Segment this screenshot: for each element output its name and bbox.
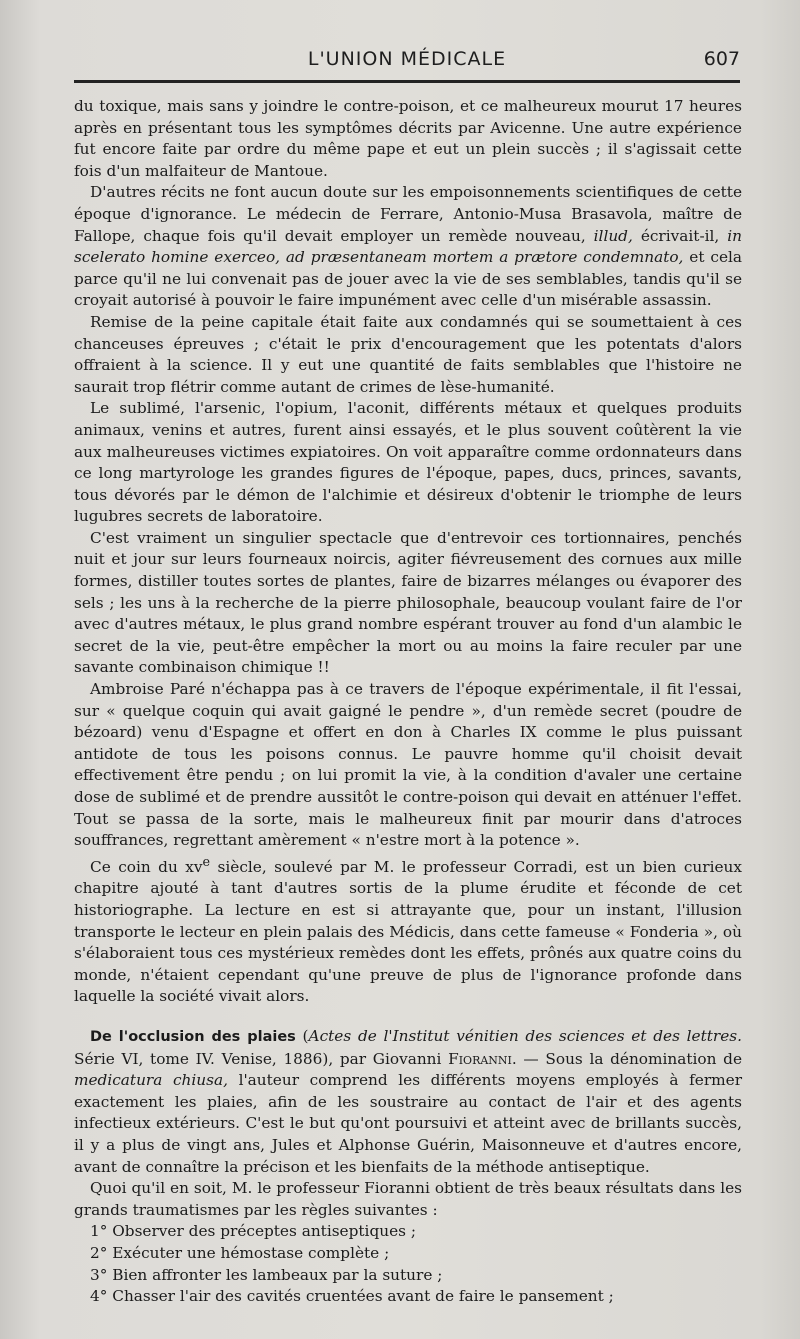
paragraph-2-text-b: écrivait-il, (632, 226, 728, 245)
page-body (74, 96, 742, 1308)
paragraph-2-text-a: D'autres récits ne font aucun doute sur les empoisonnements scientifiques de cette époque d'ignorance. Le médecin de Ferrare, Antonio-Musa Brasavola, maître de Fallope, chaque fois qu'il devait employer un remède nouveau, (74, 183, 742, 245)
page-number: 607 (703, 48, 740, 70)
paragraph-6: Ambroise Paré n'échappa pas à ce travers de l'époque expérimentale, il fit l'essai, sur « quelque coquin qui avait gaigné le pendre », d'un remède secret (poudre de bézoard) venu d'Espagne et offert en don à Charles IX comme le plus puissant antidote de tous les poisons connus. Le pauvre homme qu'il choisit devait effectivement être pendu ; on lui promit la vie, à la condition d'avaler une certaine dose de sublimé et de prendre aussitôt le contre-poison qui devait en atténuer l'effet. Tout se passa de la sorte, mais le malheureux finit par mourir dans d'atroces souffrances, regrettant amèrement « n'estre mort à la potence ». (74, 680, 742, 850)
review-title: De l'occlusion des plaies (90, 1029, 296, 1046)
rule-item-4: 4° Chasser l'air des cavités cruentées avant de faire le pansement ; (90, 1287, 614, 1306)
review-text-b: l'auteur comprend les différents moyens employés à fermer exactement les plaies, afin de les soustraire au contact de l'air et des agents infectieux extérieurs. C'est le but qu'ont poursuivi et atteint avec de brillants succès, il y a plus de vingt ans, Jules et Alphonse Guérin, Maisonneuve et d'autres encore, avant de connaître la précison et les bienfaits de la méthode antiseptique. (74, 1071, 743, 1176)
paragraph-3: Remise de la peine capitale était faite aux condamnés qui se soumettaient à ces chanceuses épreuves ; c'était le prix d'encouragement que les potentats d'alors offraient à la science. Il y eut une quantité de faits semblables que l'histoire ne saurait trop flétrir comme autant de crimes de lèse-humanité. (74, 312, 742, 396)
paragraph-7 (74, 852, 742, 1008)
paragraph-5: C'est vraiment un singulier spectacle que d'entrevoir ces tortionnaires, penchés nuit et jour sur leurs fourneaux noircis, agiter fiévreusement des cornues aux mille formes, distiller toutes sortes de plantes, faire de bizarres mélanges ou évaporer des sels ; les uns à la recherche de la pierre philosophale, beaucoup voulant faire de l'or avec d'autres métaux, le plus grand nombre espérant trouver au fond d'un alambic le secret de la vie, peut-être empêcher la mort ou au moins la faire reculer par une savante combinaison chimique !! (74, 528, 742, 677)
review-text-a: . — Sous la dénomination de (511, 1049, 742, 1068)
century-numeral: xv (185, 857, 203, 876)
header-rule (74, 80, 740, 83)
paragraph-2 (74, 182, 742, 312)
latin-quote-a: illud, (593, 226, 633, 245)
review-source-italic: Actes de l'Institut vénitien des sciences et des lettres. (308, 1027, 742, 1046)
paragraph-2-text-c: et cela parce qu'il ne lui convenait pas de jouer avec la vie de ses semblables, tandis qu'il se croyait autorisé à pouvoir le faire impunément avec celle d'un misérable assassin. (74, 248, 743, 310)
review-paragraph (74, 1026, 742, 1178)
review-author: Fioranni (448, 1049, 512, 1068)
page-header (74, 48, 740, 74)
review-source-rest: Série VI, tome IV. Venise, 1886), par Giovanni (74, 1049, 449, 1068)
review-source-open: ( (295, 1027, 309, 1046)
paragraph-7-text-b: siècle, soulevé par M. le professeur Corradi, est un bien curieux chapitre ajouté à tant d'autres sortis de la plume érudite et féconde de cet historiographe. La lecture en est si attrayante que, pour un instant, l'illusion transporte le lecteur en plein palais des Médicis, dans cette fameuse « Fonderia », où s'élaboraient tous ces mystérieux remèdes dont les effets, prônés aux quatre coins du monde, n'étaient cependant qu'une preuve de plus de l'ignorance profonde dans laquelle la société vivait alors. (74, 857, 742, 1006)
rule-item-1: 1° Observer des préceptes antiseptiques ; (90, 1222, 417, 1241)
review-intro: Quoi qu'il en soit, M. le professeur Fioranni obtient de très beaux résultats dans les grands traumatismes par les règles suivantes : (74, 1179, 742, 1219)
paragraph-7-text-a: Ce coin du (90, 857, 186, 876)
rule-item-2: 2° Exécuter une hémostase complète ; (90, 1243, 390, 1262)
review-italic-term: medicatura chiusa, (74, 1071, 228, 1090)
paragraph-1: du toxique, mais sans y joindre le contre-poison, et ce malheureux mourut 17 heures après en présentant tous les symptômes décrits par Avicenne. Une autre expérience fut encore faite par ordre du même pape et eut un plein succès ; il s'agissait cette fois d'un malfaiteur de Mantoue. (74, 97, 742, 180)
rule-item-3: 3° Bien affronter les lambeaux par la suture ; (90, 1265, 443, 1284)
latin-quote-b: in scelerato homine exerceo, ad præsentaneam mortem a prætore condemnato, (74, 226, 742, 267)
running-title: L'UNION MÉDICALE (307, 48, 507, 70)
century-superscript: e (202, 854, 211, 870)
paragraph-4: Le sublimé, l'arsenic, l'opium, l'aconit, différents métaux et quelques produits animaux, venins et autres, furent ainsi essayés, et le plus souvent coûtèrent la vie aux malheureuses victimes expiatoires. On voit apparaître comme ordonnateurs dans ce long martyrologe les grandes figures de l'époque, papes, ducs, princes, savants, tous dévorés par le démon de l'alchimie et désireux d'obtenir le triomphe de leurs lugubres secrets de laboratoire. (74, 399, 742, 526)
